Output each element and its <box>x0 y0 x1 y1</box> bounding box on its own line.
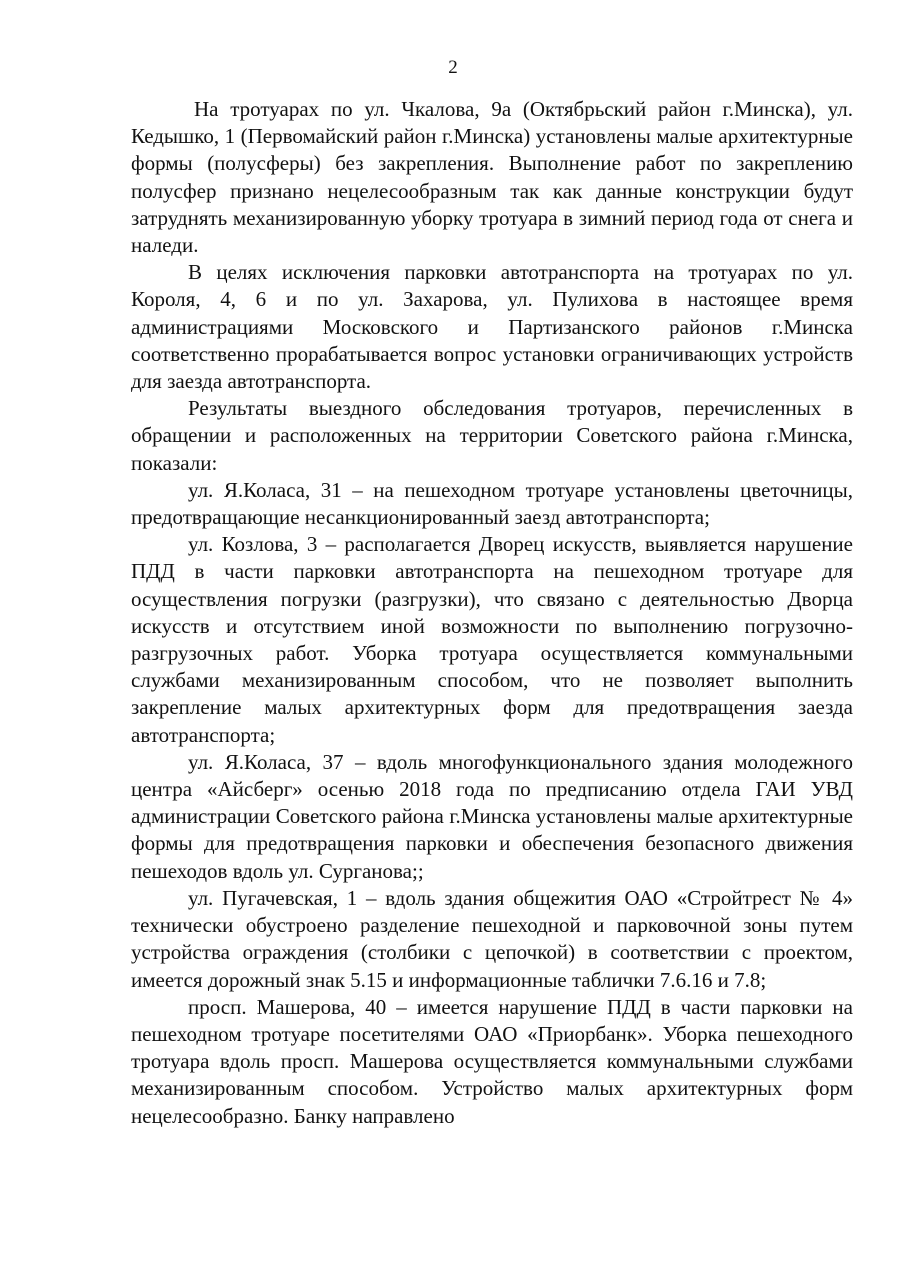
paragraph-survey-results: Результаты выездного обследования тротуаров, перечисленных в обращении и расположенных на территории Советского района г.Минска, показали: <box>131 396 853 475</box>
page-number: 2 <box>448 57 458 78</box>
paragraph-pugachevskaya-1: ул. Пугачевская, 1 – вдоль здания общежития ОАО «Стройтрест № 4» технически обустроено разделение пешеходной и парковочной зоны путем устройства ограждения (столбики с цепочкой) в соответствии с проектом, имеется дорожный знак 5.15 и информационные таблички 7.6.16 и 7.8; <box>131 885 853 992</box>
paragraph-korolya: В целях исключения парковки автотранспорта на тротуарах по ул. Короля, 4, 6 и по ул. Захарова, ул. Пулихова в настоящее время администрациями Московского и Партизанского районов г.Минска соответственно прорабатывается вопрос установки ограничивающих устройств для заезда автотранспорта. <box>131 260 853 394</box>
paragraph-kozlova-3: ул. Козлова, 3 – располагается Дворец искусств, выявляется нарушение ПДД в части парковки автотранспорта на пешеходном тротуаре для осуществления погрузки (разгрузки), что связано с деятельностью Дворца искусств и отсутствием иной возможности по выполнению погрузочно-разгрузочных работ. Уборка тротуара осуществляется коммунальными службами механизированным способом, что не позволяет выполнить закрепление малых архитектурных форм для предотвращения заезда автотранспорта; <box>131 532 853 747</box>
document-body <box>131 96 853 1130</box>
paragraph-chkalova: На тротуарах по ул. Чкалова, 9а (Октябрьский район г.Минска), ул. Кедышко, 1 (Первомайский район г.Минска) установлены малые архитектурные формы (полусферы) без закрепления. Выполнение работ по закреплению полусфер признано нецелесообразным так как данные конструкции будут затруднять механизированную уборку тротуара в зимний период года от снега и наледи. <box>131 97 853 258</box>
paragraph-kolasa-31: ул. Я.Коласа, 31 – на пешеходном тротуаре установлены цветочницы, предотвращающие несанкционированный заезд автотранспорта; <box>131 477 853 530</box>
paragraph-kolasa-37: ул. Я.Коласа, 37 – вдоль многофункционального здания молодежного центра «Айсберг» осенью 2018 года по предписанию отдела ГАИ УВД администрации Советского района г.Минска установлены малые архитектурные формы для предотвращения парковки и обеспечения безопасного движения пешеходов вдоль ул. Сурганова;; <box>131 749 853 883</box>
paragraph-masherova-40: просп. Машерова, 40 – имеется нарушение ПДД в части парковки на пешеходном тротуаре посетителями ОАО «Приорбанк». Уборка пешеходного тротуара вдоль просп. Машерова осуществляется коммунальными службами механизированным способом. Устройство малых архитектурных форм нецелесообразно. Банку направлено <box>131 994 853 1128</box>
